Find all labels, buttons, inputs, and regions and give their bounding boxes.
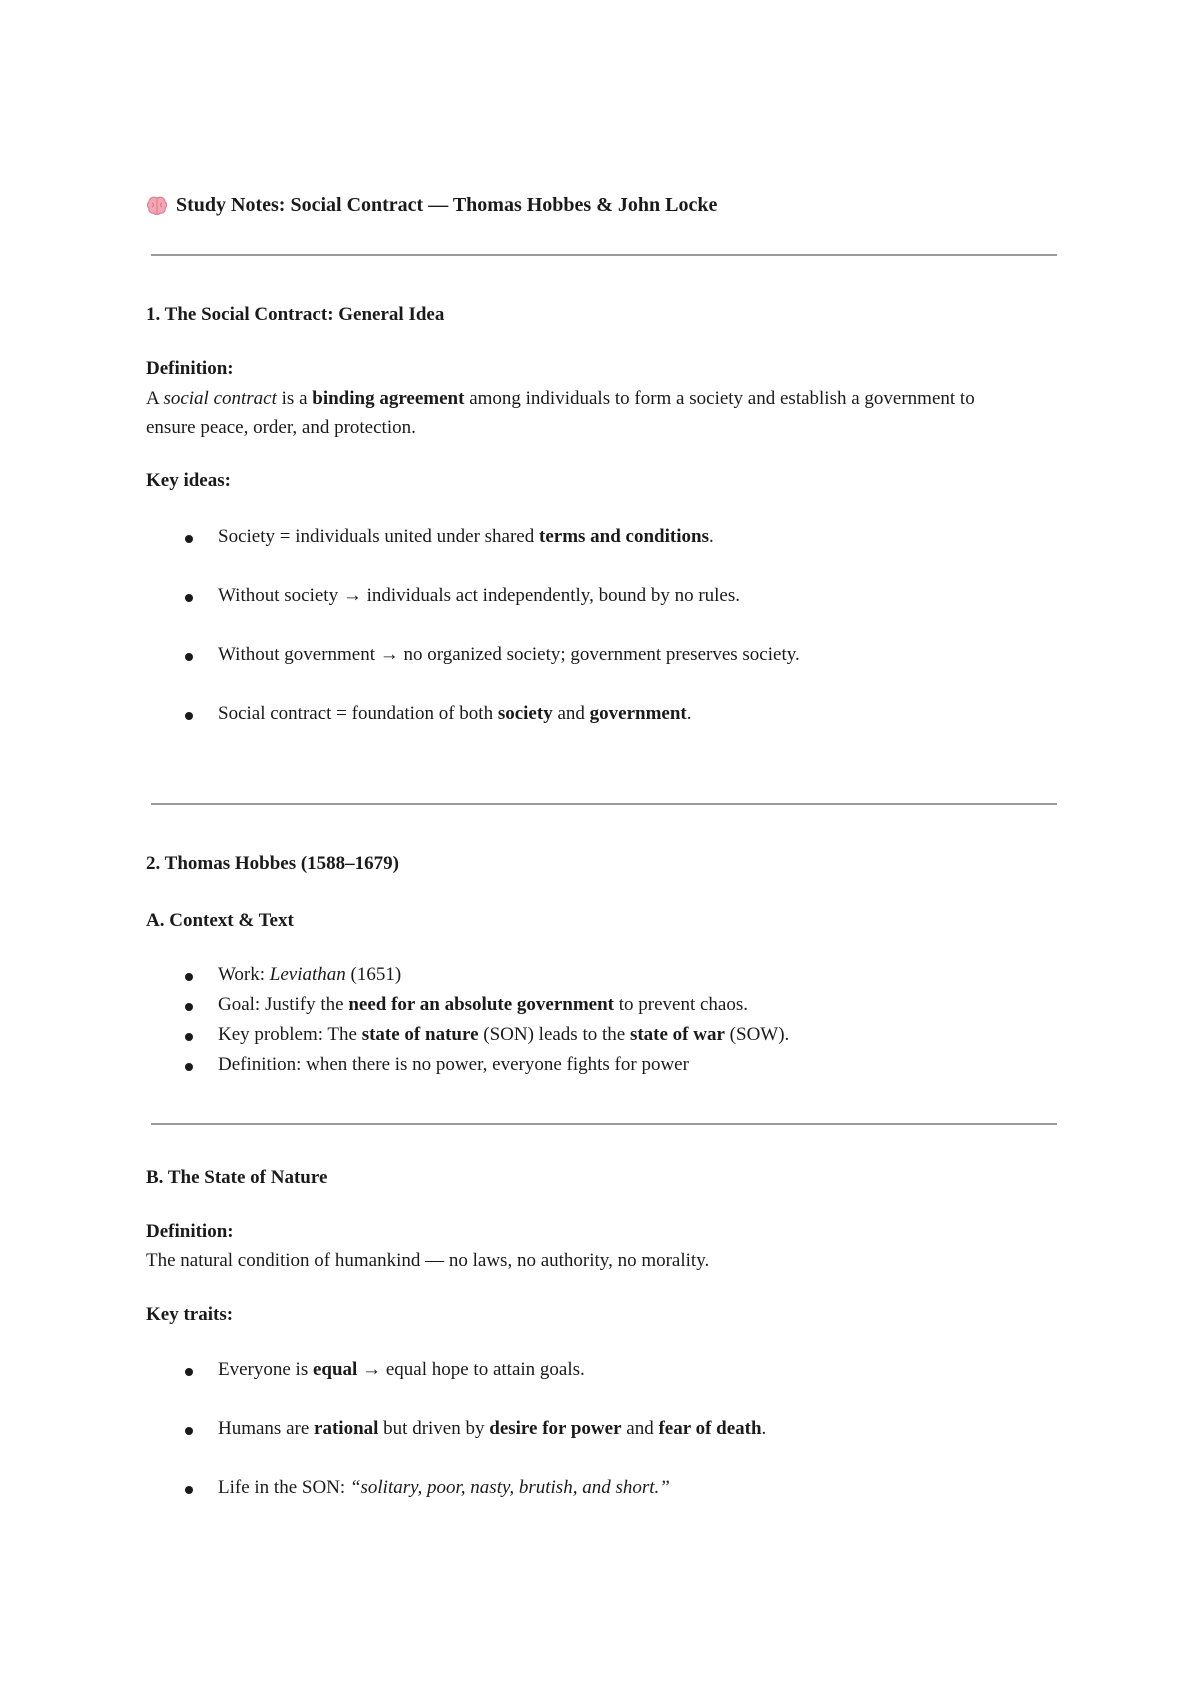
page-title xyxy=(146,194,717,217)
brain-icon xyxy=(146,196,168,216)
bullet-icon xyxy=(185,1368,193,1376)
bullet-icon xyxy=(185,973,193,981)
list-item: Without society → individuals act independently, bound by no rules. xyxy=(218,585,740,607)
list-item: Society = individuals united under shared terms and conditions. xyxy=(218,526,714,548)
key-traits-label: Key traits: xyxy=(146,1304,234,1325)
divider xyxy=(151,254,1057,256)
bullet-icon xyxy=(185,535,193,543)
definition-label: Definition: xyxy=(146,1221,234,1242)
list-item: Everyone is equal → equal hope to attain goals. xyxy=(218,1359,585,1381)
subsection-heading: B. The State of Nature xyxy=(146,1167,328,1188)
bullet-icon xyxy=(185,594,193,602)
bullet-icon xyxy=(185,1486,193,1494)
bullet-icon xyxy=(185,1063,193,1071)
list-item: Social contract = foundation of both society and government. xyxy=(218,703,691,725)
list-item: Goal: Justify the need for an absolute government to prevent chaos. xyxy=(218,994,748,1016)
subsection-heading: A. Context & Text xyxy=(146,910,294,931)
definition-label: Definition: xyxy=(146,358,234,379)
definition-text: The natural condition of humankind — no laws, no authority, no morality. xyxy=(146,1250,710,1271)
key-ideas-label: Key ideas: xyxy=(146,470,231,491)
list-item: Key problem: The state of nature (SON) leads to the state of war (SOW). xyxy=(218,1024,789,1046)
list-item: Work: Leviathan (1651) xyxy=(218,964,401,986)
list-item: Without government → no organized society; government preserves society. xyxy=(218,644,800,666)
definition-text: A social contract is a binding agreement among individuals to form a society and establish a government to ensure peace, order, and protection. xyxy=(146,388,975,438)
section-heading: 2. Thomas Hobbes (1588–1679) xyxy=(146,853,400,874)
bullet-icon xyxy=(185,1033,193,1041)
section-heading: 1. The Social Contract: General Idea xyxy=(146,304,445,325)
bullet-icon xyxy=(185,1427,193,1435)
list-item: Definition: when there is no power, everyone fights for power xyxy=(218,1054,689,1076)
divider xyxy=(151,1123,1057,1125)
list-item: Life in the SON: “solitary, poor, nasty, brutish, and short.” xyxy=(218,1477,670,1499)
bullet-icon xyxy=(185,712,193,720)
bullet-icon xyxy=(185,1003,193,1011)
bullet-icon xyxy=(185,653,193,661)
title-text: Study Notes: Social Contract — Thomas Hobbes & John Locke xyxy=(176,194,718,216)
divider xyxy=(151,803,1057,805)
list-item: Humans are rational but driven by desire for power and fear of death. xyxy=(218,1418,766,1440)
